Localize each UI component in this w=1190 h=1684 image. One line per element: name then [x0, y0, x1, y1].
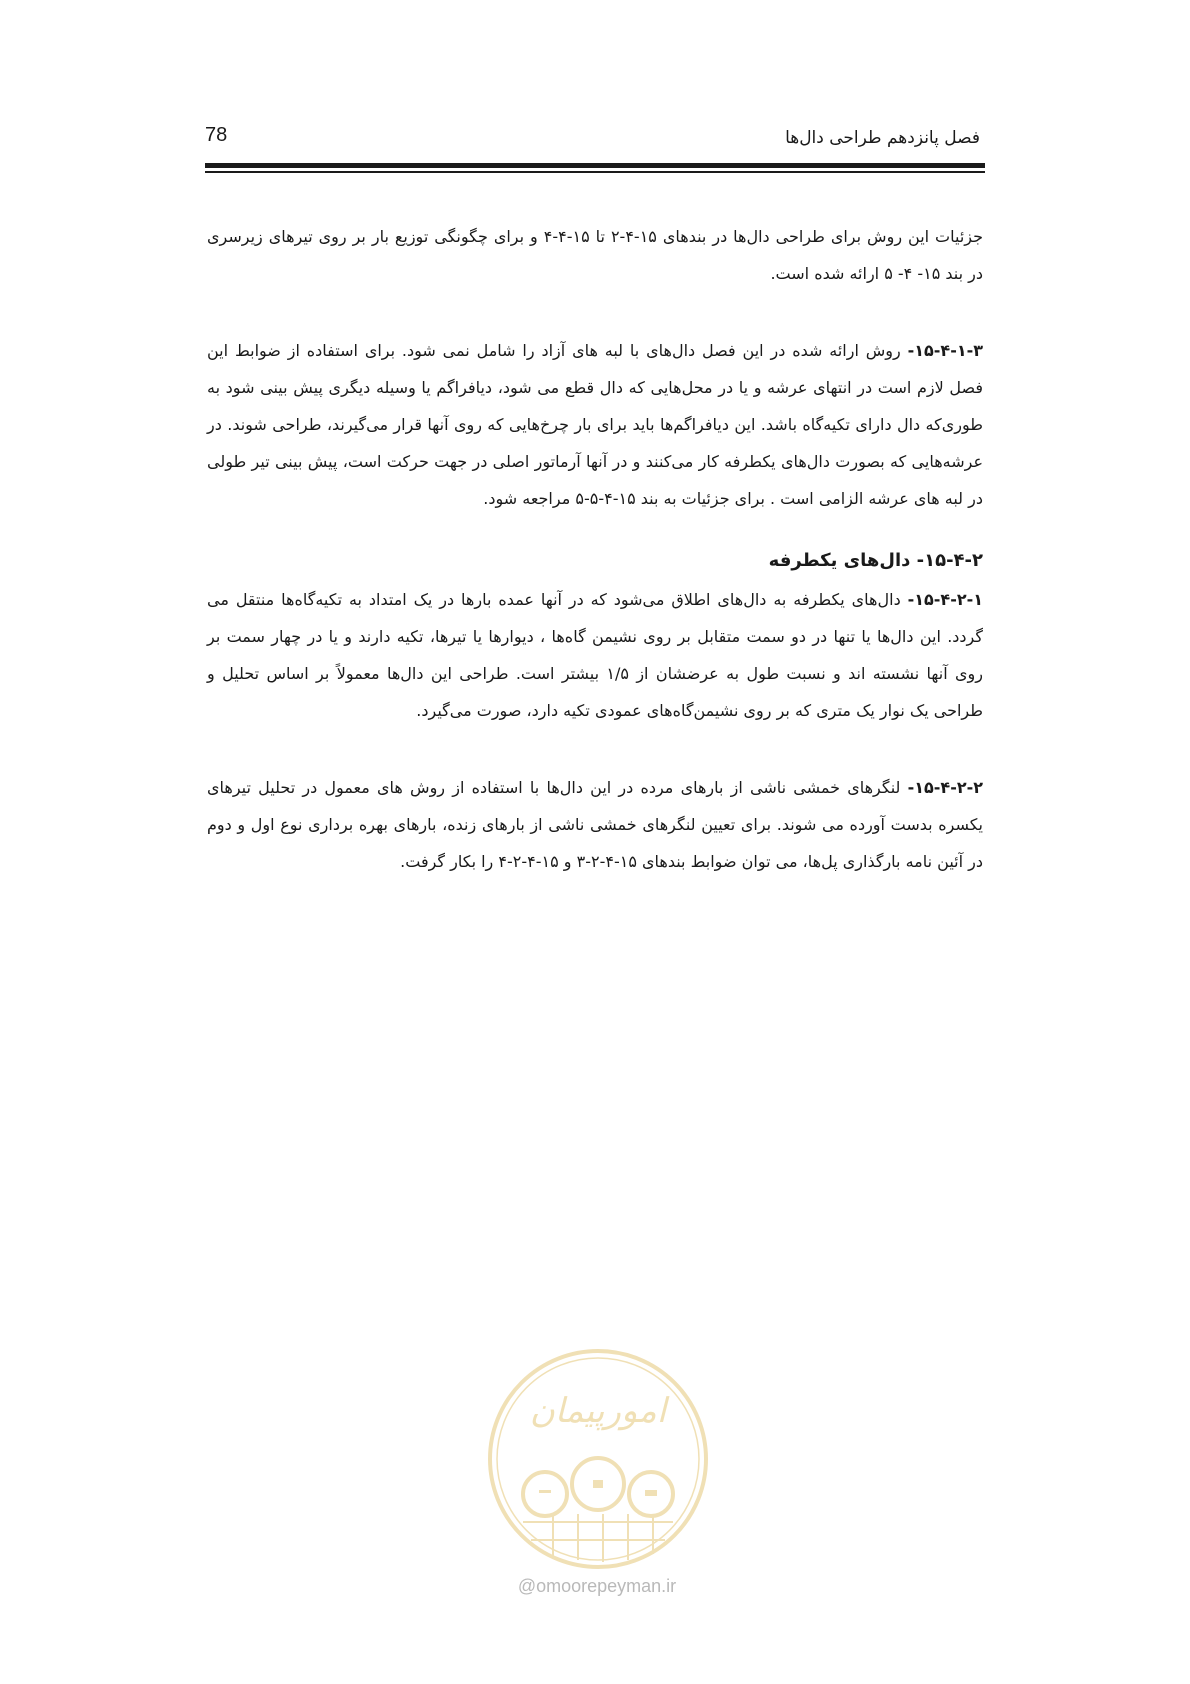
paragraph-15-4-1-3	[207, 332, 983, 517]
watermark-logo-icon	[483, 1344, 713, 1574]
paragraph-15-4-2-1	[207, 581, 983, 729]
clause-text: روش ارائه شده در این فصل دال‌های با لبه های آزاد را شامل نمی شود. برای استفاده از ضوابط این فصل لازم است در انتهای عرشه و یا در محل‌هایی که دال قطع می شود، دیافراگم یا وسیله دیگری پیش بینی شود به طوری‌که دال دارای تکیه‌گاه باشد. این دیافراگم‌ها باید برای بار چرخ‌هایی که روی آنها قرار می‌گیرند، طراحی شوند. در عرشه‌هایی که بصورت دال‌های یکطرفه کار می‌کنند و در آنها آرماتور اصلی در جهت حرکت است، پیش بینی تیر طولی در لبه های عرشه الزامی است . برای جزئیات به بند ۱۵-۴-۵-۵ مراجعه شود.	[207, 341, 983, 508]
page-number: 78	[205, 124, 228, 146]
clause-number: ۱۵-۴-۱-۳-	[907, 341, 983, 360]
watermark-logo-text: امورپیمان	[529, 1391, 667, 1431]
watermark-url: @omoorepeyman.ir	[517, 1576, 677, 1596]
clause-text: دال‌های یکطرفه به دال‌های اطلاق می‌شود که در آنها عمده بارها در یک امتداد به تکیه‌گاه‌ها منتقل می گردد. این دال‌ها یا تنها در دو سمت متقابل بر روی نشیمن گاه‌ها ، دیوارها یا تیرها، تکیه دارند و یا در چهار سمت بر روی آنها نشسته اند و نسبت طول به عرضشان از ۱/۵ بیشتر است. طراحی این دال‌ها معمولاً بر اساس تحلیل و طراحی یک نوار یک متری که بر روی نشیمن‌گاه‌های عمودی تکیه دارد، صورت می‌گیرد.	[207, 590, 983, 720]
clause-number: ۱۵-۴-۲-۲-	[907, 778, 983, 797]
header-rule-thick	[205, 163, 985, 168]
header-rule-thin	[205, 171, 985, 173]
document-body	[207, 218, 983, 880]
paragraph-15-4-2-2	[207, 769, 983, 880]
page-header	[0, 118, 1190, 158]
section-heading: ۱۵-۴-۲- دال‌های یکطرفه	[768, 550, 983, 571]
chapter-title: فصل پانزدهم طراحی دال‌ها	[785, 128, 980, 148]
clause-number: ۱۵-۴-۲-۱-	[907, 590, 983, 609]
clause-text: لنگرهای خمشی ناشی از بارهای مرده در این دال‌ها با استفاده از روش های معمول در تحلیل تیرهای یکسره بدست آورده می شوند. برای تعیین لنگرهای خمشی ناشی از بارهای زنده، بارهای بهره برداری نوع اول و دوم در آئین نامه بارگذاری پل‌ها، می توان ضوابط بندهای ۱۵-۴-۲-۳ و ۱۵-۴-۲-۴ را بکار گرفت.	[207, 778, 983, 871]
paragraph-intro: جزئیات این روش برای طراحی دال‌ها در بندهای ۱۵-۴-۲ تا ۱۵-۴-۴ و برای چگونگی توزیع بار بر روی تیرهای زیرسری در بند ۱۵- ۴- ۵ ارائه شده است.	[207, 227, 983, 283]
